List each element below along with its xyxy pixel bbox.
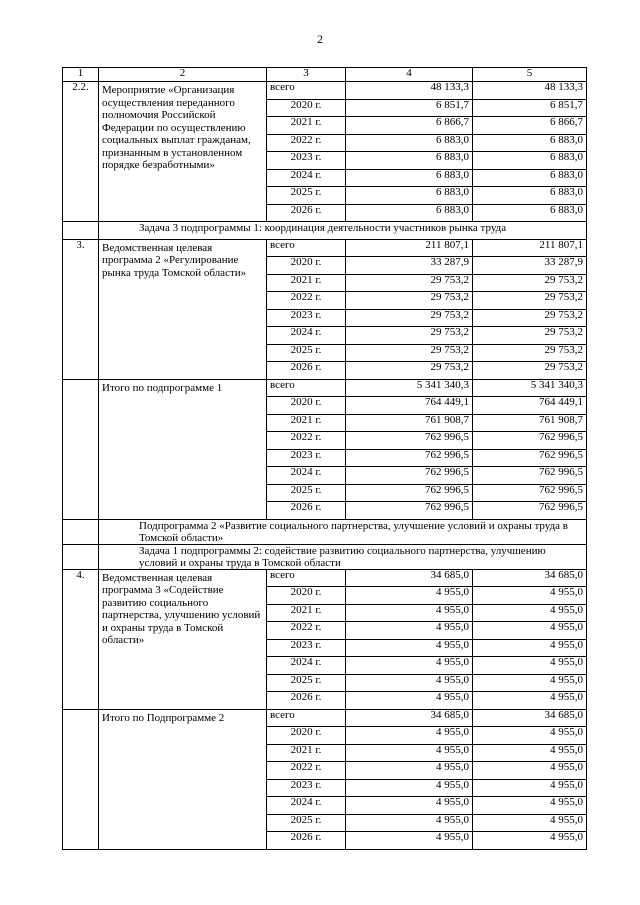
- amount-col5: 762 996,5: [473, 484, 587, 502]
- amount-col4: 29 753,2: [346, 274, 473, 292]
- amount-col4: 762 996,5: [346, 449, 473, 467]
- header-cell: 1: [63, 68, 99, 82]
- amount-col5: 6 883,0: [473, 169, 587, 187]
- amount-col5: 29 753,2: [473, 344, 587, 362]
- amount-col5: 4 955,0: [473, 779, 587, 797]
- table-row: [63, 239, 587, 257]
- amount-col5: 4 955,0: [473, 727, 587, 745]
- header-cell: 2: [99, 68, 267, 82]
- period-cell: всего: [267, 82, 346, 100]
- budget-table: [62, 67, 587, 850]
- amount-col4: 762 996,5: [346, 502, 473, 520]
- item-name: Мероприятие «Организация осуществления переданного полномочия Российской Федерации по осуществлению социальных выплат гражданам, признанным в установленном порядке безработными»: [99, 82, 267, 222]
- amount-col4: 6 883,0: [346, 134, 473, 152]
- amount-col5: 29 753,2: [473, 327, 587, 345]
- amount-col4: 6 866,7: [346, 117, 473, 135]
- amount-col5: 762 996,5: [473, 502, 587, 520]
- amount-col4: 4 955,0: [346, 744, 473, 762]
- period-cell: 2026 г.: [267, 692, 346, 710]
- period-cell: 2021 г.: [267, 414, 346, 432]
- amount-col4: 764 449,1: [346, 397, 473, 415]
- amount-col5: 762 996,5: [473, 449, 587, 467]
- period-cell: 2020 г.: [267, 587, 346, 605]
- table-row: [63, 379, 587, 397]
- amount-col5: 4 955,0: [473, 832, 587, 850]
- amount-col5: 4 955,0: [473, 797, 587, 815]
- amount-col4: 29 753,2: [346, 309, 473, 327]
- period-cell: 2023 г.: [267, 309, 346, 327]
- amount-col5: 211 807,1: [473, 239, 587, 257]
- amount-col4: 4 955,0: [346, 692, 473, 710]
- section-title: Задача 1 подпрограммы 2: содействие развитию социального партнерства, улучшению условий и охраны труда в Томской области: [99, 544, 587, 569]
- amount-col4: 29 753,2: [346, 362, 473, 380]
- period-cell: всего: [267, 379, 346, 397]
- amount-col4: 6 851,7: [346, 99, 473, 117]
- period-cell: 2025 г.: [267, 674, 346, 692]
- item-number: [63, 709, 99, 849]
- period-cell: 2024 г.: [267, 467, 346, 485]
- section-title: Подпрограмма 2 «Развитие социального партнерства, улучшение условий и охраны труда в Томской области»: [99, 519, 587, 544]
- header-cell: 5: [473, 68, 587, 82]
- amount-col4: 4 955,0: [346, 604, 473, 622]
- amount-col4: 34 685,0: [346, 569, 473, 587]
- amount-col4: 29 753,2: [346, 344, 473, 362]
- amount-col4: 4 955,0: [346, 779, 473, 797]
- amount-col4: 48 133,3: [346, 82, 473, 100]
- amount-col5: 4 955,0: [473, 622, 587, 640]
- period-cell: 2025 г.: [267, 814, 346, 832]
- amount-col5: 4 955,0: [473, 744, 587, 762]
- amount-col5: 6 883,0: [473, 187, 587, 205]
- table-row: [63, 709, 587, 727]
- period-cell: 2025 г.: [267, 344, 346, 362]
- item-name: Ведомственная целевая программа 3 «Содействие развитию социального партнерства, улучшению условий и охраны труда в Томской области»: [99, 569, 267, 709]
- period-cell: 2024 г.: [267, 327, 346, 345]
- amount-col5: 4 955,0: [473, 692, 587, 710]
- period-cell: 2022 г.: [267, 134, 346, 152]
- amount-col5: 29 753,2: [473, 362, 587, 380]
- amount-col4: 4 955,0: [346, 814, 473, 832]
- item-number: 4.: [63, 569, 99, 709]
- amount-col4: 4 955,0: [346, 727, 473, 745]
- amount-col4: 33 287,9: [346, 257, 473, 275]
- period-cell: 2026 г.: [267, 502, 346, 520]
- amount-col5: 34 685,0: [473, 709, 587, 727]
- amount-col4: 6 883,0: [346, 152, 473, 170]
- item-number: [63, 379, 99, 519]
- amount-col4: 6 883,0: [346, 169, 473, 187]
- amount-col4: 6 883,0: [346, 204, 473, 222]
- period-cell: всего: [267, 239, 346, 257]
- section-num-cell: [63, 222, 99, 240]
- amount-col5: 762 996,5: [473, 467, 587, 485]
- amount-col4: 4 955,0: [346, 674, 473, 692]
- amount-col4: 761 908,7: [346, 414, 473, 432]
- table-row: [63, 569, 587, 587]
- period-cell: 2026 г.: [267, 832, 346, 850]
- amount-col4: 762 996,5: [346, 467, 473, 485]
- amount-col5: 33 287,9: [473, 257, 587, 275]
- period-cell: 2022 г.: [267, 762, 346, 780]
- amount-col5: 48 133,3: [473, 82, 587, 100]
- period-cell: 2021 г.: [267, 604, 346, 622]
- item-name: Ведомственная целевая программа 2 «Регулирование рынка труда Томской области»: [99, 239, 267, 379]
- amount-col4: 5 341 340,3: [346, 379, 473, 397]
- period-cell: 2020 г.: [267, 727, 346, 745]
- item-name: Итого по Подпрограмме 2: [99, 709, 267, 849]
- section-num-cell: [63, 544, 99, 569]
- amount-col4: 4 955,0: [346, 762, 473, 780]
- section-row: [63, 222, 587, 240]
- period-cell: 2021 г.: [267, 744, 346, 762]
- amount-col5: 762 996,5: [473, 432, 587, 450]
- amount-col5: 29 753,2: [473, 292, 587, 310]
- amount-col5: 29 753,2: [473, 274, 587, 292]
- section-num-cell: [63, 519, 99, 544]
- amount-col5: 6 851,7: [473, 99, 587, 117]
- amount-col4: 211 807,1: [346, 239, 473, 257]
- header-cell: 3: [267, 68, 346, 82]
- amount-col4: 4 955,0: [346, 797, 473, 815]
- amount-col5: 4 955,0: [473, 762, 587, 780]
- amount-col4: 4 955,0: [346, 639, 473, 657]
- amount-col5: 6 883,0: [473, 134, 587, 152]
- period-cell: 2020 г.: [267, 397, 346, 415]
- item-number: 3.: [63, 239, 99, 379]
- amount-col4: 4 955,0: [346, 832, 473, 850]
- section-title: Задача 3 подпрограммы 1: координация деятельности участников рынка труда: [99, 222, 587, 240]
- item-number: 2.2.: [63, 82, 99, 222]
- period-cell: 2024 г.: [267, 169, 346, 187]
- amount-col5: 4 955,0: [473, 639, 587, 657]
- period-cell: 2026 г.: [267, 204, 346, 222]
- amount-col5: 761 908,7: [473, 414, 587, 432]
- budget-table-body: [63, 68, 587, 850]
- amount-col5: 4 955,0: [473, 657, 587, 675]
- period-cell: 2023 г.: [267, 449, 346, 467]
- amount-col4: 4 955,0: [346, 657, 473, 675]
- amount-col5: 6 866,7: [473, 117, 587, 135]
- amount-col4: 34 685,0: [346, 709, 473, 727]
- period-cell: 2022 г.: [267, 292, 346, 310]
- period-cell: 2024 г.: [267, 657, 346, 675]
- period-cell: 2026 г.: [267, 362, 346, 380]
- period-cell: 2022 г.: [267, 432, 346, 450]
- period-cell: 2023 г.: [267, 639, 346, 657]
- amount-col5: 29 753,2: [473, 309, 587, 327]
- header-cell: 4: [346, 68, 473, 82]
- amount-col5: 4 955,0: [473, 587, 587, 605]
- amount-col4: 6 883,0: [346, 187, 473, 205]
- period-cell: 2025 г.: [267, 187, 346, 205]
- page-number: 2: [317, 32, 323, 46]
- amount-col4: 762 996,5: [346, 484, 473, 502]
- period-cell: 2023 г.: [267, 779, 346, 797]
- amount-col5: 4 955,0: [473, 674, 587, 692]
- period-cell: 2025 г.: [267, 484, 346, 502]
- amount-col4: 29 753,2: [346, 327, 473, 345]
- section-row: [63, 544, 587, 569]
- amount-col5: 5 341 340,3: [473, 379, 587, 397]
- period-cell: 2020 г.: [267, 99, 346, 117]
- item-name: Итого по подпрограмме 1: [99, 379, 267, 519]
- period-cell: 2024 г.: [267, 797, 346, 815]
- period-cell: 2021 г.: [267, 274, 346, 292]
- amount-col5: 764 449,1: [473, 397, 587, 415]
- period-cell: всего: [267, 569, 346, 587]
- amount-col5: 6 883,0: [473, 152, 587, 170]
- amount-col5: 4 955,0: [473, 604, 587, 622]
- period-cell: 2021 г.: [267, 117, 346, 135]
- amount-col4: 4 955,0: [346, 622, 473, 640]
- period-cell: 2020 г.: [267, 257, 346, 275]
- amount-col5: 4 955,0: [473, 814, 587, 832]
- amount-col4: 29 753,2: [346, 292, 473, 310]
- header-row: [63, 68, 587, 82]
- amount-col4: 4 955,0: [346, 587, 473, 605]
- period-cell: 2022 г.: [267, 622, 346, 640]
- amount-col4: 762 996,5: [346, 432, 473, 450]
- amount-col5: 34 685,0: [473, 569, 587, 587]
- section-row: [63, 519, 587, 544]
- amount-col5: 6 883,0: [473, 204, 587, 222]
- period-cell: всего: [267, 709, 346, 727]
- table-row: [63, 82, 587, 100]
- period-cell: 2023 г.: [267, 152, 346, 170]
